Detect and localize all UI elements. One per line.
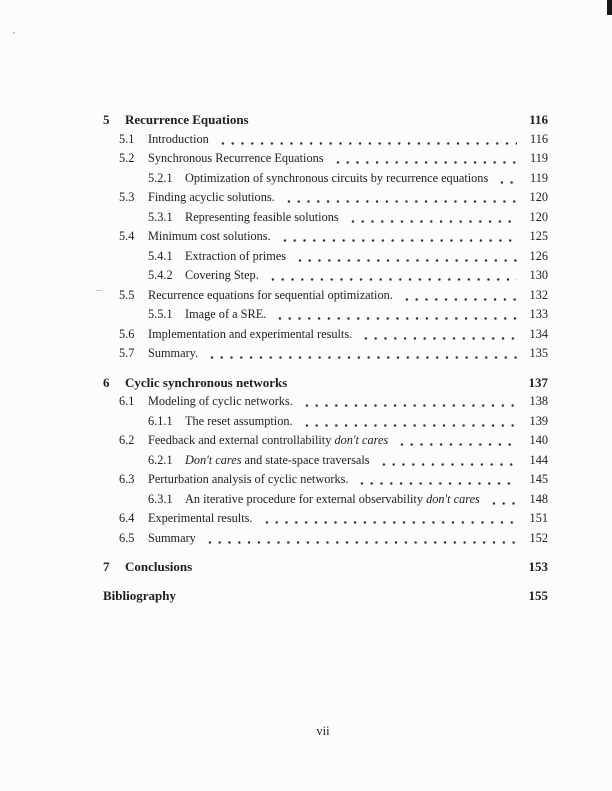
toc-entry <box>103 305 548 325</box>
entry-number: 5.4.2 <box>148 268 173 282</box>
entry-title <box>148 325 352 345</box>
entry-title-text: Modeling of cyclic networks. <box>148 394 293 408</box>
entry-page-number: 119 <box>530 151 548 165</box>
entry-number: 5.7 <box>119 346 135 360</box>
chapter-page-number: 153 <box>528 559 548 574</box>
entry-title-text: Finding acyclic solutions. <box>148 190 275 204</box>
dot-leader <box>266 266 517 286</box>
entry-title <box>185 169 488 189</box>
entry-page-number: 130 <box>529 268 548 282</box>
entry-title-text: Experimental results. <box>148 511 253 525</box>
entry-number: 6.5 <box>119 530 135 545</box>
entry-title-text: Perturbation analysis of cyclic networks. <box>148 472 349 486</box>
entry-title <box>148 509 253 529</box>
entry-title-text: Implementation and experimental results. <box>148 326 353 341</box>
entry-number: 5.2.1 <box>148 170 173 185</box>
entry-title <box>185 412 293 432</box>
entry-number: 5.4.1 <box>148 248 173 263</box>
entry-page-number: 148 <box>529 491 548 506</box>
toc-chapter-block <box>103 586 548 606</box>
entry-number: 6.1 <box>119 394 135 408</box>
entry-number: 5.3 <box>119 190 135 204</box>
entry-page-number: 145 <box>529 472 548 486</box>
chapter-page-number: 137 <box>528 374 548 390</box>
entry-title-text: Image of a SRE. <box>185 307 267 321</box>
entry-number: 6.1.1 <box>148 413 173 428</box>
scan-speck <box>13 32 15 34</box>
entry-number: 5.3.1 <box>148 209 173 224</box>
chapter-title: Cyclic synchronous networks <box>125 374 288 390</box>
entry-title <box>185 490 480 510</box>
entry-title-text: Synchronous Recurrence Equations <box>148 151 324 165</box>
toc-entry <box>103 247 548 267</box>
toc-entry <box>103 529 548 549</box>
entry-page-number: 134 <box>529 326 548 341</box>
entry-title <box>185 247 286 267</box>
entry-page-number: 133 <box>529 307 548 321</box>
toc-chapter-heading <box>103 373 548 393</box>
dot-leader <box>487 490 517 510</box>
entry-title <box>185 305 266 325</box>
toc-entry <box>103 149 548 169</box>
dot-leader <box>273 305 517 325</box>
toc-chapter-block <box>103 373 548 549</box>
dot-leader <box>395 431 517 451</box>
dot-leader <box>359 325 517 345</box>
chapter-page-number: 155 <box>528 587 548 603</box>
dot-leader <box>260 509 518 529</box>
toc-entry <box>103 392 548 412</box>
dot-leader <box>203 529 517 549</box>
entry-title-text: and state-space traversals <box>241 452 370 467</box>
entry-title <box>148 130 209 150</box>
entry-page-number: 152 <box>529 530 548 545</box>
chapter-number: 6 <box>103 374 110 390</box>
entry-page-number: 139 <box>529 413 548 428</box>
entry-page-number: 144 <box>529 452 548 467</box>
toc-entry <box>103 470 548 490</box>
entry-title <box>148 392 293 412</box>
entry-page-number: 151 <box>529 511 548 525</box>
entry-title-text: Summary. <box>148 346 199 360</box>
entry-page-number: 120 <box>529 190 548 204</box>
entry-page-number: 135 <box>529 346 548 360</box>
entry-title-text: Optimization of synchronous circuits by recurrence equations <box>185 170 489 185</box>
chapter-number: 5 <box>103 112 110 127</box>
toc-entry <box>103 451 548 471</box>
toc-entry <box>103 169 548 189</box>
entry-title-text: Minimum cost solutions. <box>148 229 271 243</box>
entry-page-number: 126 <box>529 248 548 263</box>
entry-number: 6.3.1 <box>148 491 173 506</box>
toc-entry <box>103 188 548 208</box>
dot-leader <box>205 344 517 364</box>
entry-title <box>185 451 370 471</box>
entry-number: 5.6 <box>119 326 135 341</box>
chapter-number: 7 <box>103 559 110 574</box>
entry-title <box>148 529 196 549</box>
dot-leader <box>300 392 517 412</box>
toc-chapter-heading <box>103 586 548 606</box>
entry-title <box>148 286 393 306</box>
dot-leader <box>331 149 517 169</box>
entry-title-text: Covering Step. <box>185 268 259 282</box>
toc-entry <box>103 431 548 451</box>
entry-title-text: Introduction <box>148 131 209 146</box>
entry-title-text: Recurrence equations for sequential optimization. <box>148 287 393 302</box>
entry-page-number: 138 <box>529 394 548 408</box>
entry-number: 5.2 <box>119 151 135 165</box>
dot-leader <box>400 286 517 306</box>
entry-page-number: 132 <box>529 287 548 302</box>
toc-chapter-heading <box>103 110 548 130</box>
entry-title-text: An iterative procedure for external observability <box>185 491 427 506</box>
entry-page-number: 125 <box>529 229 548 243</box>
entry-title <box>148 188 275 208</box>
entry-page-number: 116 <box>530 131 548 146</box>
entry-title <box>185 266 259 286</box>
dot-leader <box>377 451 517 471</box>
entry-number: 6.2 <box>119 433 135 447</box>
entry-title-text: Summary <box>148 530 196 545</box>
toc-entry <box>103 130 548 150</box>
entry-number: 6.4 <box>119 511 135 525</box>
entry-page-number: 119 <box>530 170 548 185</box>
entry-title <box>148 344 198 364</box>
scan-speck <box>96 290 102 291</box>
toc-entry <box>103 509 548 529</box>
toc-chapter-heading <box>103 557 548 577</box>
chapter-title: Bibliography <box>103 587 176 603</box>
entry-title <box>148 431 388 451</box>
chapter-page-number: 116 <box>529 112 548 127</box>
entry-title-text: The reset assumption. <box>185 413 293 428</box>
toc-chapter-block <box>103 557 548 577</box>
dot-leader <box>495 169 517 189</box>
page-footer-number: vii <box>316 724 330 738</box>
toc-entry <box>103 412 548 432</box>
chapter-title: Conclusions <box>125 559 193 574</box>
dot-leader <box>355 470 517 490</box>
entry-title <box>148 227 271 247</box>
toc-entry <box>103 344 548 364</box>
dot-leader <box>282 188 517 208</box>
dot-leader <box>216 130 517 150</box>
dot-leader <box>300 412 517 432</box>
entry-title-text: Representing feasible solutions <box>185 209 339 224</box>
entry-number: 5.5 <box>119 287 135 302</box>
toc-entry <box>103 325 548 345</box>
entry-title-text: Don't cares <box>185 452 242 467</box>
toc-entry <box>103 208 548 228</box>
entry-title <box>148 149 324 169</box>
entry-number: 5.5.1 <box>148 307 173 321</box>
entry-page-number: 140 <box>529 433 548 447</box>
toc-entry <box>103 227 548 247</box>
entry-title-text: don't cares <box>334 433 389 447</box>
entry-title <box>185 208 339 228</box>
entry-number: 6.3 <box>119 472 135 486</box>
dot-leader <box>293 247 517 267</box>
entry-title-text: Extraction of primes <box>185 248 287 263</box>
entry-number: 5.1 <box>119 131 135 146</box>
dot-leader <box>346 208 517 228</box>
entry-title-text: don't cares <box>426 491 480 506</box>
entry-page-number: 120 <box>529 209 548 224</box>
chapter-title: Recurrence Equations <box>125 112 249 127</box>
entry-title-text: Feedback and external controllability <box>148 433 335 447</box>
scan-artifact-mark <box>607 0 612 15</box>
toc-entry <box>103 266 548 286</box>
entry-number: 5.4 <box>119 229 135 243</box>
entry-number: 6.2.1 <box>148 452 173 467</box>
table-of-contents <box>103 110 548 605</box>
toc-chapter-block <box>103 110 548 364</box>
toc-entry <box>103 490 548 510</box>
dot-leader <box>278 227 517 247</box>
entry-title <box>148 470 348 490</box>
toc-entry <box>103 286 548 306</box>
